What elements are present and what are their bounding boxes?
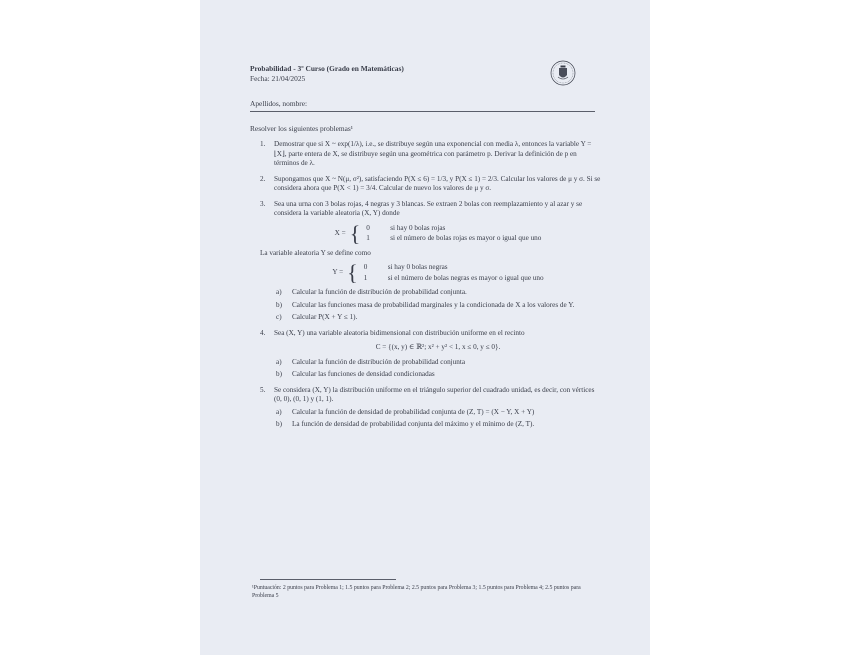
case-condition: si el número de bolas negras es mayor o igual que uno xyxy=(387,273,544,282)
left-brace-icon: { xyxy=(347,260,358,285)
subquestion-label: b) xyxy=(276,370,282,378)
problem-number: 1. xyxy=(260,140,266,148)
footnote-divider xyxy=(260,579,396,580)
case-condition: si hay 0 bolas rojas xyxy=(390,223,446,232)
y-definition xyxy=(274,260,602,285)
problem-5 xyxy=(260,386,602,430)
case-value: 1 xyxy=(366,234,370,242)
subquestion-label: a) xyxy=(276,288,282,296)
subquestion-label: b) xyxy=(276,420,282,428)
subquestion-text: Calcular la función de densidad de probabilidad conjunta de (Z, T) = (X − Y, X + Y) xyxy=(292,407,535,416)
subquestion-label: c) xyxy=(276,313,282,321)
subquestion-text: Calcular las funciones masa de probabilidad marginales y la condicionada de X a los valores de Y. xyxy=(292,300,575,309)
problem-1 xyxy=(260,140,602,169)
subquestion xyxy=(274,288,602,298)
case-value: 1 xyxy=(363,273,368,282)
name-underline xyxy=(250,111,595,112)
subquestion xyxy=(274,408,602,418)
case-condition: si hay 0 bolas negras xyxy=(387,263,448,271)
university-crest-icon xyxy=(550,60,576,86)
exam-sheet xyxy=(200,0,650,655)
subquestion-label: b) xyxy=(276,300,282,309)
subquestion xyxy=(274,358,602,368)
subquestion-label: a) xyxy=(276,357,282,366)
problem-3 xyxy=(260,200,602,323)
problem-text: Demostrar que si X ~ exp(1/λ), i.e., se distribuye según una exponencial con media λ, entonces la variable Y = ⌊X⌋, parte entera de X, se distribuye según una geométrica con parámetro p. Derivar la definición de p en términos de λ. xyxy=(274,140,592,167)
problem-number: 5. xyxy=(260,385,266,394)
problem-2 xyxy=(260,175,602,194)
subquestion xyxy=(274,420,602,430)
subquestion-label: a) xyxy=(276,407,282,416)
equation-lhs: X = xyxy=(334,228,346,237)
equation-lhs: Y = xyxy=(332,268,344,277)
name-field xyxy=(250,99,595,109)
course-title: Probabilidad - 3º Curso (Grado en Matemáticas) xyxy=(250,64,404,73)
problem-number: 3. xyxy=(260,199,266,208)
subquestion xyxy=(274,370,602,380)
problem-number: 2. xyxy=(260,174,266,183)
subquestion-text: Calcular la función de distribución de probabilidad conjunta xyxy=(292,357,466,366)
subquestion-list xyxy=(274,358,602,380)
x-definition xyxy=(274,220,602,246)
name-label: Apellidos, nombre: xyxy=(250,99,308,108)
problem-text: Supongamos que X ~ N(μ, σ²), satisfaciendo P(X ≤ 6) = 1/3, y P(X ≤ 1) = 2/3. Calcular los valores de μ y σ. Si se considera ahora que P(X < 1) = 3/4. Calcular de nuevo los valores de μ y σ. xyxy=(274,174,601,192)
exam-header xyxy=(250,64,404,84)
subquestion-text: Calcular la función de distribución de probabilidad conjunta. xyxy=(292,288,467,296)
problem-text-continued: La variable aleatoria Y se define como xyxy=(260,248,371,257)
subquestion-list xyxy=(274,408,602,430)
footnote: ¹Puntuación: 2 puntos para Problema 1; 1.5 puntos para Problema 2; 2.5 puntos para Problema 3; 1.5 puntos para Problema 4; 2.5 puntos para Problema 5 xyxy=(252,585,581,599)
problem-text: Se considera (X, Y) la distribución uniforme en el triángulo superior del cuadrado unidad, es decir, con vértices (0, 0), (0, 1) y (1, 1). xyxy=(274,385,595,403)
problem-number: 4. xyxy=(260,328,266,337)
subquestion xyxy=(274,301,602,311)
subquestion xyxy=(274,313,602,323)
problem-text: Sea (X, Y) una variable aleatoria bidimensional con distribución uniforme en el recinto xyxy=(274,328,525,337)
subquestion-list xyxy=(274,288,602,323)
case-condition: si el número de bolas rojas es mayor o igual que uno xyxy=(390,234,542,242)
exam-date: Fecha: 21/04/2025 xyxy=(250,73,306,83)
region-definition: C = {(x, y) ∈ ℝ²; x² + y² < 1, x ≤ 0, y ≤ 0}. xyxy=(375,343,501,351)
instructions: Resolver los siguientes problemas¹ xyxy=(250,124,353,133)
subquestion-text: La función de densidad de probabilidad conjunta del máximo y el mínimo de (Z, T). xyxy=(292,420,535,428)
case-value: 0 xyxy=(366,223,370,232)
problem-text: Sea una urna con 3 bolas rojas, 4 negras y 3 blancas. Se extraen 2 bolas con reemplazamiento y al azar y se considera la variable aleatoria (X, Y) donde xyxy=(274,199,583,217)
problem-4 xyxy=(260,329,602,380)
case-value: 0 xyxy=(363,263,368,271)
problem-list xyxy=(260,140,602,436)
left-brace-icon: { xyxy=(349,220,361,246)
subquestion-text: Calcular P(X + Y ≤ 1). xyxy=(292,313,358,321)
subquestion-text: Calcular las funciones de densidad condicionadas xyxy=(292,370,435,378)
